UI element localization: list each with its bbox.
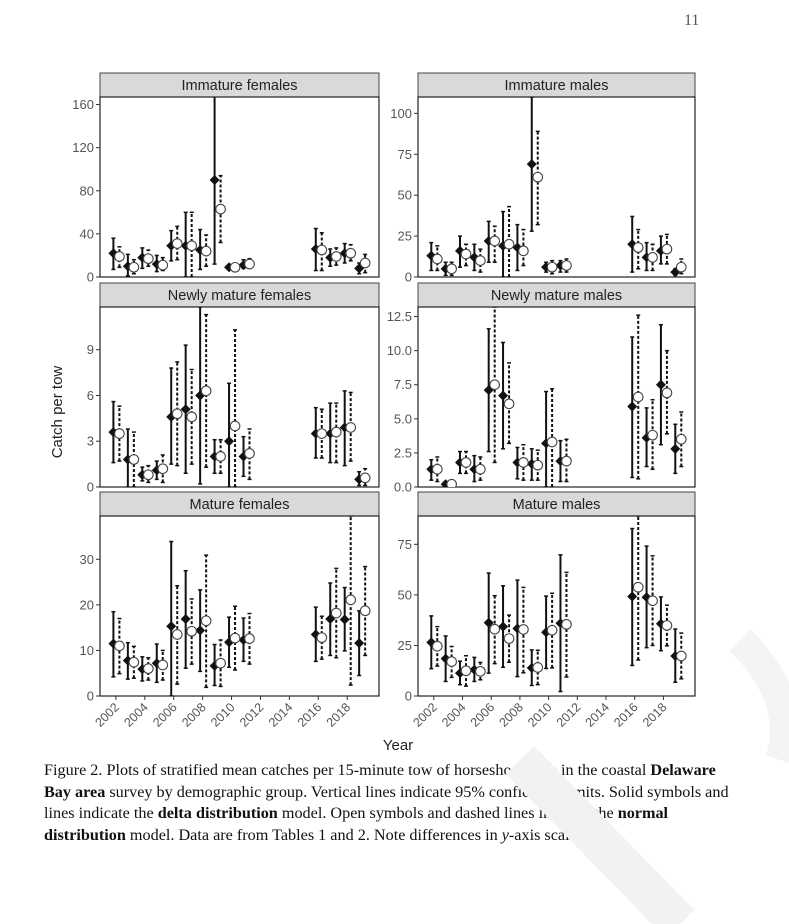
normal-mean-circle-icon bbox=[432, 464, 442, 474]
panel-newly-mature-males bbox=[387, 283, 695, 495]
normal-mean-circle-icon bbox=[519, 625, 529, 635]
y-axis-title: Catch per tow bbox=[49, 365, 66, 459]
normal-mean-circle-icon bbox=[216, 204, 226, 214]
x-tick-label: 2004 bbox=[439, 700, 469, 730]
y-tick-label: 30 bbox=[79, 551, 94, 567]
normal-mean-circle-icon bbox=[346, 248, 356, 258]
normal-mean-circle-icon bbox=[476, 256, 486, 266]
caption-emphasis: delta distribution bbox=[157, 804, 278, 822]
normal-mean-circle-icon bbox=[187, 412, 197, 422]
x-tick-label: 2010 bbox=[208, 700, 238, 730]
normal-mean-circle-icon bbox=[562, 620, 572, 630]
panel-title: Mature females bbox=[189, 497, 290, 513]
normal-mean-circle-icon bbox=[245, 634, 255, 644]
normal-mean-circle-icon bbox=[158, 660, 168, 670]
y-tick-label: 40 bbox=[79, 226, 94, 242]
y-tick-label: 0 bbox=[404, 688, 412, 704]
y-tick-label: 120 bbox=[72, 140, 94, 156]
normal-mean-circle-icon bbox=[201, 616, 211, 626]
normal-mean-circle-icon bbox=[317, 633, 327, 643]
x-tick-label: 2010 bbox=[525, 700, 555, 730]
normal-mean-circle-icon bbox=[547, 625, 557, 635]
normal-mean-circle-icon bbox=[461, 249, 471, 259]
normal-mean-circle-icon bbox=[346, 595, 356, 605]
caption-text: -axis scales. bbox=[508, 825, 588, 844]
panel-title: Newly mature males bbox=[490, 288, 623, 304]
normal-mean-circle-icon bbox=[115, 252, 125, 262]
normal-mean-circle-icon bbox=[360, 258, 370, 268]
normal-mean-circle-icon bbox=[331, 252, 341, 262]
normal-mean-circle-icon bbox=[158, 260, 168, 270]
x-tick-label: 2012 bbox=[553, 700, 584, 730]
normal-mean-circle-icon bbox=[172, 630, 182, 640]
normal-mean-circle-icon bbox=[230, 633, 240, 643]
normal-mean-circle-icon bbox=[504, 634, 514, 644]
y-tick-label: 100 bbox=[390, 105, 412, 121]
normal-mean-circle-icon bbox=[676, 651, 686, 661]
y-tick-label: 25 bbox=[397, 637, 412, 653]
y-tick-label: 10.0 bbox=[386, 343, 412, 359]
x-tick-label: 2014 bbox=[265, 700, 296, 730]
normal-mean-circle-icon bbox=[331, 608, 341, 618]
normal-mean-circle-icon bbox=[144, 470, 154, 480]
normal-mean-circle-icon bbox=[447, 264, 457, 274]
panel-newly-mature-females bbox=[87, 283, 379, 495]
normal-mean-circle-icon bbox=[115, 641, 125, 651]
normal-mean-circle-icon bbox=[317, 245, 327, 255]
y-tick-label: 2.5 bbox=[393, 445, 412, 461]
x-tick-label: 2016 bbox=[611, 700, 641, 730]
y-tick-label: 9 bbox=[86, 342, 94, 358]
normal-mean-circle-icon bbox=[129, 455, 139, 465]
normal-mean-circle-icon bbox=[461, 666, 471, 676]
panel-title: Immature males bbox=[504, 78, 609, 94]
x-tick-label: 2016 bbox=[294, 700, 325, 730]
normal-mean-circle-icon bbox=[144, 664, 154, 674]
y-tick-label: 160 bbox=[72, 97, 94, 113]
normal-mean-circle-icon bbox=[533, 663, 543, 673]
x-tick-label: 2012 bbox=[237, 700, 267, 730]
normal-mean-circle-icon bbox=[129, 262, 139, 272]
panel-title: Newly mature females bbox=[167, 288, 312, 304]
caption-emphasis: Delaware Bay area bbox=[44, 761, 716, 801]
panel-mature-females bbox=[80, 492, 379, 730]
normal-mean-circle-icon bbox=[519, 458, 529, 468]
normal-mean-circle-icon bbox=[230, 421, 240, 431]
x-tick-label: 2004 bbox=[121, 700, 151, 730]
y-tick-label: 6 bbox=[86, 387, 94, 403]
caption-text: y bbox=[501, 825, 509, 844]
x-tick-label: 2014 bbox=[582, 700, 613, 730]
x-tick-label: 2008 bbox=[496, 700, 527, 730]
y-tick-label: 20 bbox=[79, 597, 94, 613]
normal-mean-circle-icon bbox=[360, 606, 370, 616]
x-tick-label: 2006 bbox=[150, 700, 180, 730]
normal-mean-circle-icon bbox=[201, 246, 211, 256]
y-tick-label: 3 bbox=[86, 433, 94, 449]
normal-mean-circle-icon bbox=[172, 239, 182, 249]
normal-mean-circle-icon bbox=[346, 423, 356, 433]
normal-mean-circle-icon bbox=[216, 452, 226, 462]
y-tick-label: 0 bbox=[86, 688, 94, 704]
normal-mean-circle-icon bbox=[633, 243, 643, 253]
normal-mean-circle-icon bbox=[172, 409, 182, 419]
y-tick-label: 0 bbox=[86, 479, 94, 495]
normal-mean-circle-icon bbox=[662, 621, 672, 631]
y-tick-label: 25 bbox=[397, 228, 412, 244]
normal-mean-circle-icon bbox=[216, 658, 226, 668]
y-tick-label: 80 bbox=[79, 183, 94, 199]
y-tick-label: 50 bbox=[397, 587, 412, 603]
normal-mean-circle-icon bbox=[490, 624, 500, 634]
normal-mean-circle-icon bbox=[245, 259, 255, 269]
normal-mean-circle-icon bbox=[562, 456, 572, 466]
y-tick-label: 0 bbox=[404, 269, 412, 285]
normal-mean-circle-icon bbox=[662, 244, 672, 254]
normal-mean-circle-icon bbox=[331, 427, 341, 437]
normal-mean-circle-icon bbox=[115, 429, 125, 439]
normal-mean-circle-icon bbox=[461, 458, 471, 468]
normal-mean-circle-icon bbox=[648, 596, 658, 606]
normal-mean-circle-icon bbox=[490, 380, 500, 390]
normal-mean-circle-icon bbox=[230, 262, 240, 272]
x-tick-label: 2008 bbox=[179, 700, 209, 730]
normal-mean-circle-icon bbox=[245, 449, 255, 459]
normal-mean-circle-icon bbox=[519, 246, 529, 256]
x-axis-title: Year bbox=[382, 737, 414, 754]
x-tick-label: 2002 bbox=[410, 700, 440, 730]
page-number: 11 bbox=[684, 12, 700, 29]
y-tick-label: 75 bbox=[397, 146, 412, 162]
caption-text: Figure 2. Plots of stratified mean catches per 15-minute tow of horseshoe crabs in the coastal bbox=[44, 761, 651, 779]
normal-mean-circle-icon bbox=[317, 429, 327, 439]
normal-mean-circle-icon bbox=[158, 464, 168, 474]
panel-immature-males bbox=[390, 73, 695, 285]
normal-mean-circle-icon bbox=[490, 236, 500, 246]
y-tick-label: 5.0 bbox=[393, 411, 412, 427]
normal-mean-circle-icon bbox=[648, 430, 658, 440]
panel-title: Immature females bbox=[181, 78, 298, 94]
normal-mean-circle-icon bbox=[504, 399, 514, 409]
normal-mean-circle-icon bbox=[676, 262, 686, 272]
normal-mean-circle-icon bbox=[476, 667, 486, 677]
y-tick-label: 12.5 bbox=[386, 309, 412, 325]
normal-mean-circle-icon bbox=[447, 479, 457, 489]
normal-mean-circle-icon bbox=[533, 172, 543, 182]
normal-mean-circle-icon bbox=[547, 262, 557, 272]
normal-mean-circle-icon bbox=[662, 388, 672, 398]
panel-immature-females bbox=[72, 73, 379, 285]
y-tick-label: 7.5 bbox=[393, 377, 412, 393]
normal-mean-circle-icon bbox=[633, 392, 643, 402]
x-tick-label: 2006 bbox=[467, 700, 498, 730]
normal-mean-circle-icon bbox=[201, 386, 211, 396]
normal-mean-circle-icon bbox=[432, 254, 442, 264]
normal-mean-circle-icon bbox=[676, 434, 686, 444]
normal-mean-circle-icon bbox=[144, 254, 154, 264]
normal-mean-circle-icon bbox=[562, 261, 572, 271]
caption-text: survey by demographic group. Vertical lines indicate 95% confidence limits. Solid symbols and lines indicate the bbox=[44, 782, 729, 822]
x-tick-label: 2002 bbox=[92, 700, 123, 730]
normal-mean-circle-icon bbox=[187, 241, 197, 251]
y-tick-label: 75 bbox=[397, 536, 412, 552]
normal-mean-circle-icon bbox=[547, 437, 557, 447]
y-tick-label: 0.0 bbox=[393, 479, 412, 495]
normal-mean-circle-icon bbox=[360, 473, 370, 483]
figure-caption bbox=[44, 760, 734, 846]
y-tick-label: 50 bbox=[397, 187, 412, 203]
y-tick-label: 10 bbox=[79, 642, 94, 658]
normal-mean-circle-icon bbox=[648, 253, 658, 263]
normal-mean-circle-icon bbox=[447, 657, 457, 667]
normal-mean-circle-icon bbox=[504, 239, 514, 249]
normal-mean-circle-icon bbox=[187, 626, 197, 636]
caption-text: model. Open symbols and dashed lines indicate the bbox=[277, 804, 618, 822]
normal-mean-circle-icon bbox=[129, 657, 139, 667]
panel-title: Mature males bbox=[512, 497, 601, 513]
normal-mean-circle-icon bbox=[476, 464, 486, 474]
normal-mean-circle-icon bbox=[633, 582, 643, 592]
x-tick-label: 2018 bbox=[639, 700, 670, 730]
normal-mean-circle-icon bbox=[533, 460, 543, 470]
panel-mature-males bbox=[398, 492, 695, 730]
caption-emphasis: normal distribution bbox=[44, 804, 669, 844]
normal-mean-circle-icon bbox=[432, 641, 442, 651]
caption-text: model. Data are from Tables 1 and 2. Note differences in bbox=[125, 825, 502, 844]
x-tick-label: 2018 bbox=[323, 700, 354, 730]
y-tick-label: 0 bbox=[86, 269, 94, 285]
